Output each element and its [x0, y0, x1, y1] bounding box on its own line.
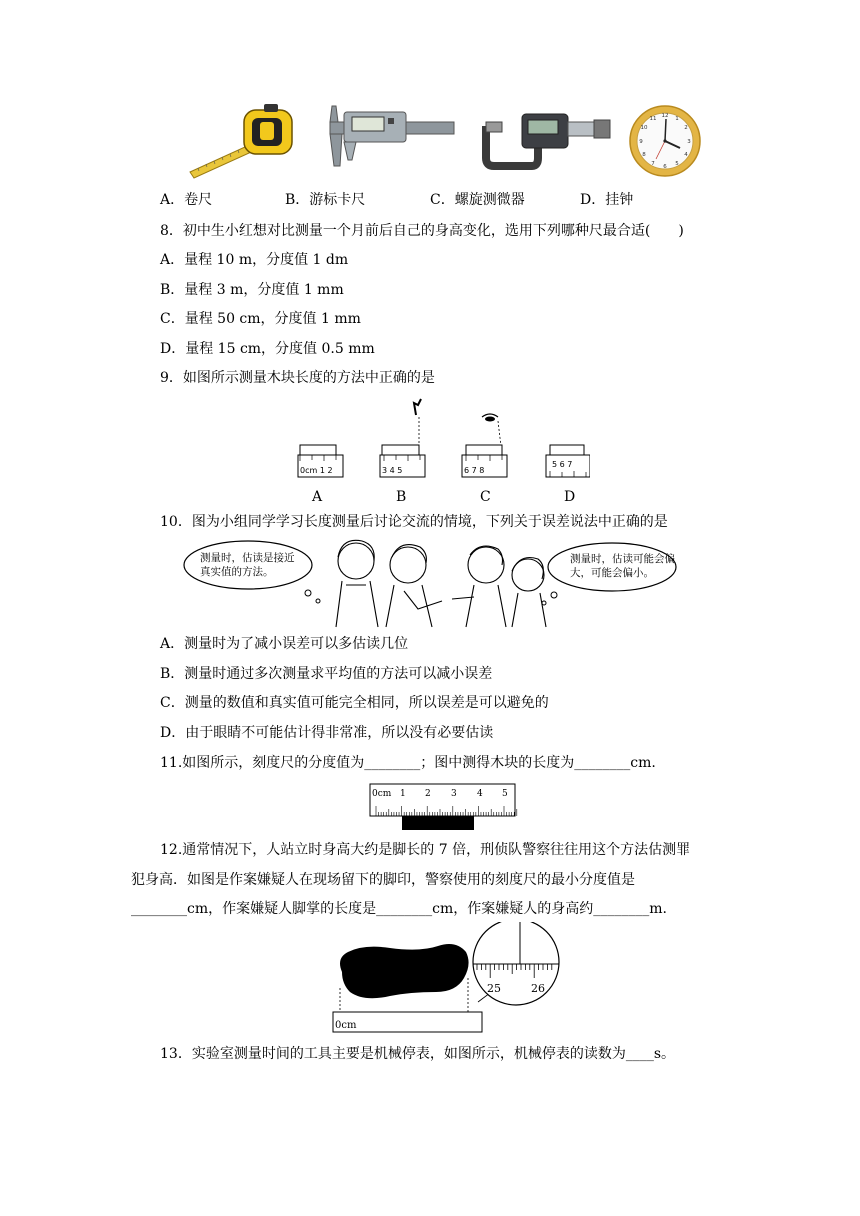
q12-line-1: 12.通常情况下，人站立时身高大约是脚长的 7 倍，刑侦队警察往往用这个方法估测罪 [160, 842, 691, 858]
q7-option-d: D．挂钟 [580, 192, 634, 208]
clock-number: 11 [649, 116, 657, 122]
q12-line-2: 犯身高．如图是作案嫌疑人在现场留下的脚印，警察使用的刻度尺的最小分度值是 [131, 872, 635, 888]
wall-clock-image [628, 104, 702, 178]
q9-label-a: A [312, 489, 323, 505]
ruler-label: 2 [425, 789, 431, 799]
ruler-label: 1 [400, 789, 406, 799]
q8-option-d: D．量程 15 cm，分度值 0.5 mm [160, 341, 375, 357]
ruler-label: 0cm [372, 789, 392, 799]
q9-label-b: B [396, 489, 407, 505]
zoom-label-26: 26 [531, 982, 545, 995]
q11-ruler-figure [368, 782, 518, 832]
q9-ruler-figure [290, 395, 590, 480]
clock-number: 12 [661, 113, 669, 119]
clock-number: 2 [684, 125, 688, 131]
q9-label-d: D [564, 489, 576, 505]
q12-footprint-figure [330, 922, 562, 1034]
vernier-caliper-image [322, 104, 456, 174]
speech-bubble-right: 测量时，估读可能会偏大，可能会偏小。 [570, 553, 675, 579]
speech-bubble-left: 测量时，估读是接近真实值的方法。 [200, 552, 295, 578]
clock-number: 6 [663, 164, 667, 170]
ruler-label: 5 [502, 789, 508, 799]
clock-number: 4 [684, 152, 688, 158]
q10-option-a: A．测量时为了减小误差可以多估读几位 [160, 636, 409, 652]
ruler-label: 3 [451, 789, 457, 799]
clock-number: 9 [639, 139, 643, 145]
q7-option-b: B．游标卡尺 [285, 192, 366, 208]
q7-option-a: A．卷尺 [160, 192, 213, 208]
q8-option-c: C．量程 50 cm，分度值 1 mm [160, 311, 361, 327]
q8-option-a: A．量程 10 m，分度值 1 dm [160, 252, 349, 268]
q10-discussion-figure [180, 535, 680, 630]
q10-stem: 10．图为小组同学学习长度测量后讨论交流的情境，下列关于误差说法中正确的是 [160, 514, 668, 530]
clock-number: 1 [675, 116, 679, 122]
ruler-label: 4 [477, 789, 483, 799]
q10-option-b: B．测量时通过多次测量求平均值的方法可以减小误差 [160, 666, 493, 682]
q9-ruler-a-ticks: 0cm 1 2 [300, 466, 333, 475]
q9-ruler-c-ticks: 6 7 8 [464, 466, 485, 475]
zoom-label-25: 25 [487, 982, 501, 995]
q7-option-c: C．螺旋测微器 [430, 192, 525, 208]
q12-line-3: ________cm，作案嫌疑人脚掌的长度是________cm，作案嫌疑人的身高约________m. [131, 901, 667, 917]
q9-stem: 9．如图所示测量木块长度的方法中正确的是 [160, 370, 435, 386]
q10-option-d: D．由于眼睛不可能估计得非常准，所以没有必要估读 [160, 725, 494, 741]
clock-number: 5 [675, 161, 679, 167]
micrometer-image [478, 108, 614, 170]
q13-stem: 13．实验室测量时间的工具主要是机械停表，如图所示，机械停表的读数为____s。 [160, 1046, 675, 1062]
q9-ruler-b-ticks: 3 4 5 [382, 466, 403, 475]
wood-block [402, 816, 474, 830]
clock-number: 10 [640, 125, 648, 131]
q8-option-b: B．量程 3 m，分度值 1 mm [160, 282, 344, 298]
clock-number: 7 [651, 161, 655, 167]
q11-stem: 11.如图所示，刻度尺的分度值为________；图中测得木块的长度为________cm. [160, 755, 656, 771]
q9-label-c: C [480, 489, 491, 505]
ruler-zero-label: 0cm [335, 1020, 357, 1031]
clock-number: 3 [687, 139, 691, 145]
q8-stem: 8．初中生小红想对比测量一个月前后自己的身高变化，选用下列哪种尺最合适( ) [160, 223, 684, 239]
q10-option-c: C．测量的数值和真实值可能完全相同，所以误差是可以避免的 [160, 695, 549, 711]
q9-ruler-d-ticks: 5 6 7 [552, 460, 573, 469]
tape-measure-image [186, 100, 298, 180]
clock-number: 8 [642, 152, 646, 158]
